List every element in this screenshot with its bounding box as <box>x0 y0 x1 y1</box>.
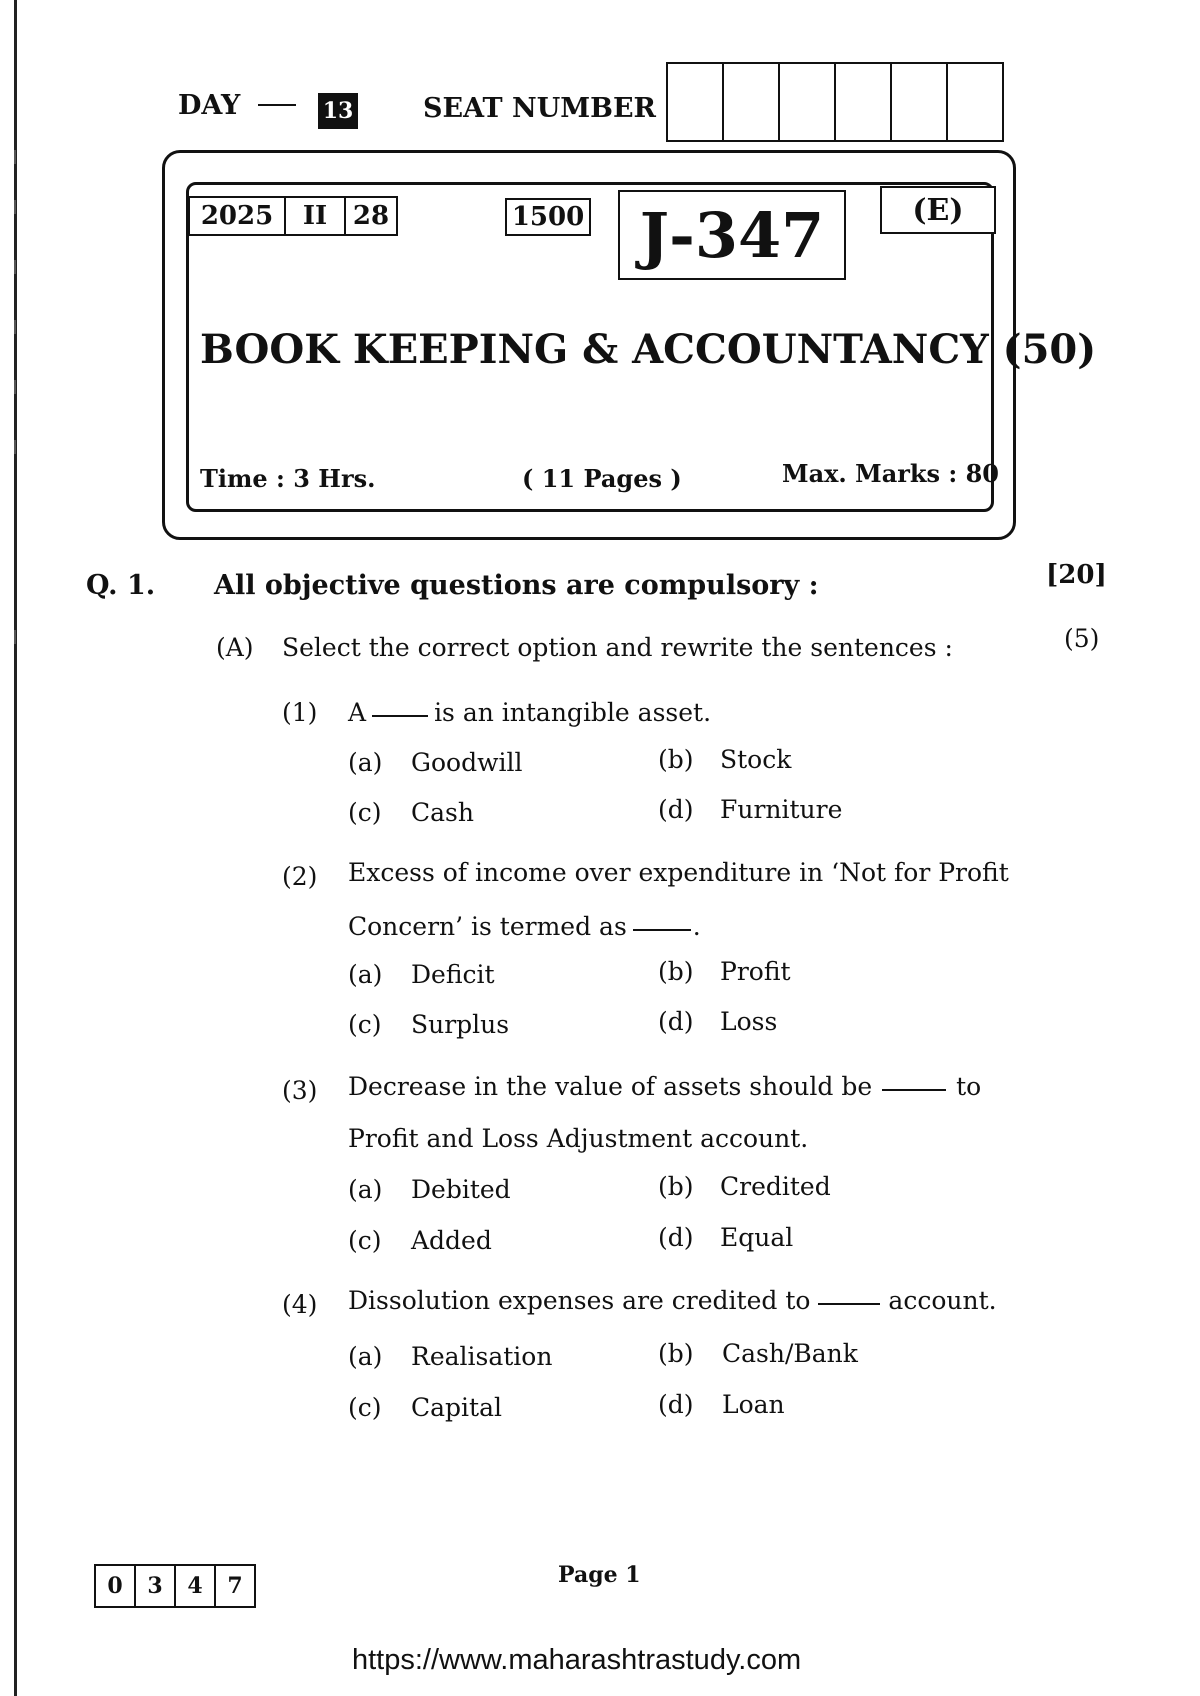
question-title: All objective questions are compulsory : <box>214 570 819 601</box>
day-number-badge: 13 <box>318 93 358 129</box>
option-text: Debited <box>411 1175 511 1204</box>
option-text: Equal <box>720 1223 794 1252</box>
option-text: Loss <box>720 1007 778 1036</box>
option-text: Added <box>411 1226 492 1255</box>
count-box: 1500 <box>505 198 591 236</box>
seat-box[interactable] <box>722 62 780 142</box>
section-label: (A) <box>216 633 254 662</box>
max-marks: Max. Marks : 80 <box>782 459 1000 488</box>
option-text: Surplus <box>411 1010 510 1039</box>
sub-question-text: A is an intangible asset. <box>348 698 712 727</box>
sub-question-number: (2) <box>282 862 318 891</box>
option-label: (a) <box>348 960 383 989</box>
scan-mark <box>14 150 16 164</box>
option-text: Goodwill <box>411 748 523 777</box>
scan-mark <box>14 380 16 394</box>
option-label: (d) <box>658 1390 694 1419</box>
scan-mark <box>14 320 16 334</box>
code-digit: 7 <box>214 1564 256 1608</box>
sub-question-text: Profit and Loss Adjustment account. <box>348 1124 809 1153</box>
sub-question-text: Concern’ is termed as . <box>348 912 701 941</box>
scan-edge-line <box>14 0 17 1696</box>
scan-mark <box>14 630 16 644</box>
seat-number-label: SEAT NUMBER <box>423 93 656 124</box>
scan-mark <box>14 440 16 454</box>
option-label: (b) <box>658 745 694 774</box>
option-text: Cash/Bank <box>722 1339 858 1368</box>
seat-number-boxes <box>666 62 1004 142</box>
seat-box[interactable] <box>890 62 948 142</box>
sub-question-number: (4) <box>282 1290 318 1319</box>
option-label: (a) <box>348 748 383 777</box>
option-label: (c) <box>348 798 382 827</box>
option-label: (d) <box>658 1007 694 1036</box>
option-text: Cash <box>411 798 474 827</box>
answer-blank <box>882 1089 946 1091</box>
date-month: II <box>284 196 346 236</box>
code-digit: 0 <box>94 1564 136 1608</box>
scan-mark <box>14 200 16 214</box>
option-text: Capital <box>411 1393 502 1422</box>
exam-time: Time : 3 Hrs. <box>200 464 376 493</box>
answer-blank <box>372 715 428 717</box>
seat-box[interactable] <box>834 62 892 142</box>
page-number: Page 1 <box>558 1562 641 1588</box>
question-number: Q. 1. <box>86 570 156 601</box>
option-label: (d) <box>658 1223 694 1252</box>
option-label: (d) <box>658 795 694 824</box>
paper-code-digits <box>94 1564 256 1608</box>
option-text: Deficit <box>411 960 495 989</box>
seat-box[interactable] <box>778 62 836 142</box>
option-label: (a) <box>348 1342 383 1371</box>
scan-mark <box>14 260 16 274</box>
code-digit: 4 <box>174 1564 216 1608</box>
sub-question-text: Dissolution expenses are credited to account. <box>348 1286 997 1315</box>
date-year: 2025 <box>188 196 286 236</box>
date-day: 28 <box>344 196 398 236</box>
answer-blank <box>818 1303 880 1305</box>
option-label: (b) <box>658 1339 694 1368</box>
option-text: Profit <box>720 957 791 986</box>
option-label: (c) <box>348 1010 382 1039</box>
source-url[interactable]: https://www.maharashtrastudy.com <box>352 1644 802 1676</box>
option-label: (a) <box>348 1175 383 1204</box>
option-label: (b) <box>658 957 694 986</box>
option-text: Loan <box>722 1390 785 1419</box>
answer-blank <box>633 929 691 931</box>
option-label: (b) <box>658 1172 694 1201</box>
day-label: DAY <box>178 90 304 121</box>
option-text: Realisation <box>411 1342 553 1371</box>
seat-box[interactable] <box>946 62 1004 142</box>
option-text: Credited <box>720 1172 831 1201</box>
medium-box: (E) <box>880 186 996 234</box>
code-digit: 3 <box>134 1564 176 1608</box>
section-marks: (5) <box>1064 624 1100 653</box>
exam-date-boxes <box>188 196 398 236</box>
question-marks: [20] <box>1046 560 1107 590</box>
seat-box[interactable] <box>666 62 724 142</box>
section-instruction: Select the correct option and rewrite the sentences : <box>282 633 953 662</box>
paper-code: J-347 <box>618 190 846 280</box>
sub-question-number: (3) <box>282 1076 318 1105</box>
sub-question-text: Decrease in the value of assets should be to <box>348 1072 982 1101</box>
option-text: Stock <box>720 745 792 774</box>
sub-question-text: Excess of income over expenditure in ‘Not for Profit <box>348 858 1009 887</box>
option-label: (c) <box>348 1393 382 1422</box>
option-text: Furniture <box>720 795 843 824</box>
page-count: ( 11 Pages ) <box>522 464 682 493</box>
option-label: (c) <box>348 1226 382 1255</box>
sub-question-number: (1) <box>282 698 318 727</box>
subject-title: BOOK KEEPING & ACCOUNTANCY (50) <box>200 326 1097 373</box>
